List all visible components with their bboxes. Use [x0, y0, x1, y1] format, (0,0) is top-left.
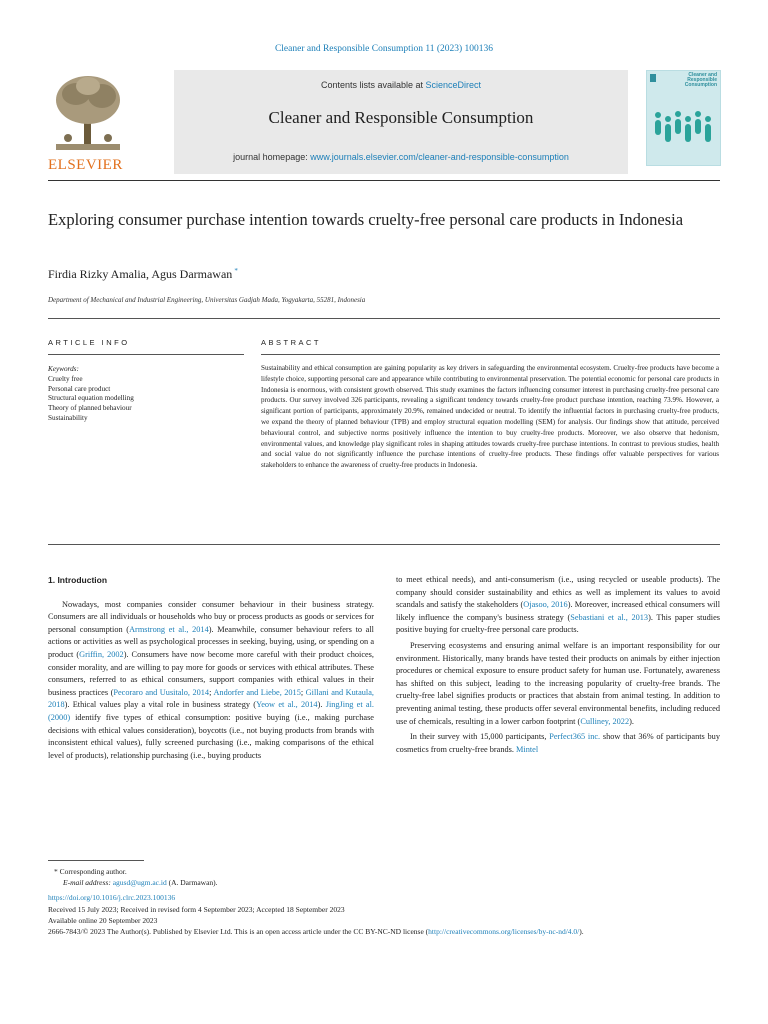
citation-link[interactable]: Yeow et al., 2014 [256, 700, 318, 710]
body-paragraph [396, 640, 720, 728]
citation-link[interactable]: Griffin, 2002 [79, 649, 124, 659]
corresponding-author-note: * Corresponding author. [54, 867, 127, 876]
keywords-label: Keywords: [48, 365, 79, 373]
journal-cover-thumbnail[interactable] [646, 70, 721, 166]
affiliation: Department of Mechanical and Industrial Engineering, Universitas Gadjah Mada, Yogyakarta, 55281, Indonesia [48, 296, 366, 304]
email-suffix: (A. Darmawan). [166, 878, 218, 888]
authors: Firdia Rizky Amalia, Agus Darmawan [48, 267, 233, 281]
journal-homepage-line [174, 152, 628, 162]
keyword-item: Cruelty free [48, 374, 83, 383]
footnotes [48, 866, 728, 937]
received-dates: Received 15 July 2023; Received in revised form 4 September 2023; Accepted 18 September 2023 [48, 904, 345, 914]
homepage-prefix: journal homepage: [233, 152, 311, 162]
cover-title: Cleaner and Responsible Consumption [684, 72, 717, 88]
contents-line [174, 80, 628, 90]
citation-link[interactable]: Armstrong et al., 2014 [129, 624, 209, 634]
body-text-run: ). Ethical values play a vital role in business strategy ( [64, 700, 257, 710]
running-head[interactable]: Cleaner and Responsible Consumption 11 (2023) 100136 [274, 44, 494, 54]
citation-link[interactable]: Culliney, 2022 [580, 716, 630, 726]
journal-name: Cleaner and Responsible Consumption [268, 108, 534, 127]
citation-link[interactable]: Perfect365 inc. [549, 732, 601, 742]
email-link[interactable]: agusd@ugm.ac.id [112, 878, 167, 888]
elsevier-wordmark: ELSEVIER [48, 157, 123, 173]
keywords-block [48, 365, 228, 424]
body-text-run: ). Meanwhile, consumer behaviour refers to all actions or activities as well as psychological processes in seeking, buying, using, or spending on a product ( [48, 624, 374, 659]
body-paragraph [396, 574, 720, 637]
section-heading-introduction: 1. Introduction [48, 575, 108, 585]
citation-link[interactable]: JingJing et al. (2000) [48, 700, 374, 722]
citation-link[interactable]: Sebastiani et al., 2013 [570, 612, 649, 622]
body-text-run: Preserving ecosystems and ensuring animal welfare is an important responsibility for our environment. Historically, many brands have tested their products on animals by either injection procedures or chemical exposure to ensure product safety for human use. Fortunately, awareness has shifted on this subject, leading to the increasing popularity of cruelty-free brands. The cruelty-free label signifies products or practices that abstain from animal testing. In addition to preventing animal testing, these products offer several environmental benefits, including reduced use of chemicals, resulting in a lower carbon footprint ( [396, 640, 720, 726]
journal-homepage-link[interactable]: www.journals.elsevier.com/cleaner-and-responsible-consumption [310, 152, 569, 162]
body-text-run: show that 36% of participants buy cosmetics from cruelty-free brands. [396, 732, 720, 754]
author-list [48, 267, 238, 282]
keyword-item: Structural equation modelling [48, 394, 134, 403]
citation-link[interactable]: Pecoraro and Uusitalo, 2014 [113, 687, 210, 697]
corresponding-author-mark[interactable]: * [234, 267, 238, 275]
body-text-run: ). This paper studies positive buying for cruelty-free personal care products. [396, 612, 720, 635]
keyword-item: Sustainability [48, 413, 88, 422]
body-paragraph [48, 599, 374, 763]
doi-link[interactable]: https://doi.org/10.1016/j.clrc.2023.100136 [48, 893, 176, 903]
elsevier-tree-icon [48, 72, 128, 154]
citation-link[interactable]: Ojasoo, 2016 [523, 600, 568, 610]
footnote-separator [48, 860, 144, 861]
body-text-run: ). [317, 700, 326, 710]
license-suffix: ). [579, 927, 584, 937]
front-matter-rule [48, 318, 720, 319]
body-right-column [396, 574, 720, 756]
available-online: Available online 20 September 2023 [48, 915, 158, 925]
citation-link[interactable]: Mintel [516, 744, 539, 754]
abstract-bottom-rule [48, 544, 720, 545]
article-info-heading: ARTICLE INFO [48, 338, 130, 347]
sciencedirect-link[interactable]: ScienceDirect [425, 80, 482, 90]
body-left-column [48, 574, 374, 762]
email-label: E-mail address: [63, 878, 113, 888]
contents-prefix: Contents lists available at [320, 80, 426, 90]
abstract-heading: ABSTRACT [261, 338, 322, 347]
cover-logo-icon [650, 74, 656, 82]
body-text-run: ). [629, 716, 634, 726]
article-info-rule [48, 354, 244, 355]
body-text-run: ). Consumers have now become more careful with their product choices, consider morality, and are willing to pay more for goods or services with ethical attributes. These consumers, referred to as ethical consumers, support companies with ethical values in their business practices ( [48, 649, 374, 697]
body-text-run: identify five types of ethical consumption: positive buying (i.e., making purchase decisions with ethical values consideration), boycotts (i.e., not buying products from brands with inconsistent ethical values), fully screened purchasing (i.e., making comparisons of the ethical level of products), relationship purchasing (i.e., buying products [48, 712, 374, 760]
header-bottom-rule [48, 180, 720, 181]
license-prefix: 2666-7843/© 2023 The Author(s). Published by Elsevier Ltd. This is an open access article under the CC BY-NC-ND license ( [48, 927, 429, 937]
cover-figures-icon [653, 109, 715, 149]
abstract-text: Sustainability and ethical consumption are gaining popularity as key drivers in safeguarding the environmental ecosystem. Cruelty-free products have become a lifestyle choice, supporting personal care and appearance while contributing to environmental preservation. The potential economic for personal care products in Indonesia is enormous, with consistent growth observed. This study examines the factors influencing consumer interest in purchasing cruelty-free personal care products. Our survey involved 326 participants, revealing a significant tendency towards cruelty-free product purchase intention, reaching 73.9%. However, a significant portion of participants, approximately 20.9%, remained undecided or neutral. To identify the influential factors in purchasing cruelty-free products, we expand the theory of planned behaviour (TPB) and employ structural equation modelling (SEM) for analysis. Our findings show that attitude, perceived behavioural control, and subjective norms positively influence the intention to buy cruelty-free products. Moreover, we also observe that hedonism, environmental values, and knowledge play significant roles in shaping attitudes towards cruelty-free purchase intentions. In contrast to previous studies, health and social value do not significantly influence the purchase intentions of cruelty-free products. These findings offer valuable perspectives for various stakeholders to enhance the awareness of cruelty-free products in Indonesia. [261, 364, 719, 470]
license-link[interactable]: http://creativecommons.org/licenses/by-nc-nd/4.0/ [428, 927, 580, 937]
body-paragraph [396, 731, 720, 756]
license-note [48, 926, 728, 937]
body-text-run: ). Moreover, increased ethical consumers will likely influence the company's business strategy ( [396, 600, 721, 622]
citation-link[interactable]: Gillani and Kutaula, 2018 [48, 687, 374, 710]
body-text-run: ; [209, 687, 214, 697]
keyword-item: Theory of planned behaviour [48, 404, 132, 413]
article-title: Exploring consumer purchase intention towards cruelty-free personal care products in Indonesia [48, 210, 684, 229]
abstract-rule [261, 354, 720, 355]
body-text-run: to meet ethical needs), and anti-consumerism (i.e., using recycled or useable products). The company should consider sustainability and ethics as well as implement its values to avoid scandals and satisfy the stakeholders ( [396, 575, 720, 610]
keyword-item: Personal care product [48, 384, 111, 393]
body-text-run: ; [300, 687, 306, 697]
email-note [48, 877, 728, 888]
elsevier-logo [48, 72, 128, 172]
citation-link[interactable]: Andorfer and Liebe, 2015 [213, 687, 301, 697]
body-text-run: Nowadays, most companies consider consumer behaviour in their business strategy. Consumers are all individuals or households who buy or process products as goods or services for personal consumption ( [48, 599, 374, 634]
body-text-run: In their survey with 15,000 participants, [410, 732, 550, 742]
